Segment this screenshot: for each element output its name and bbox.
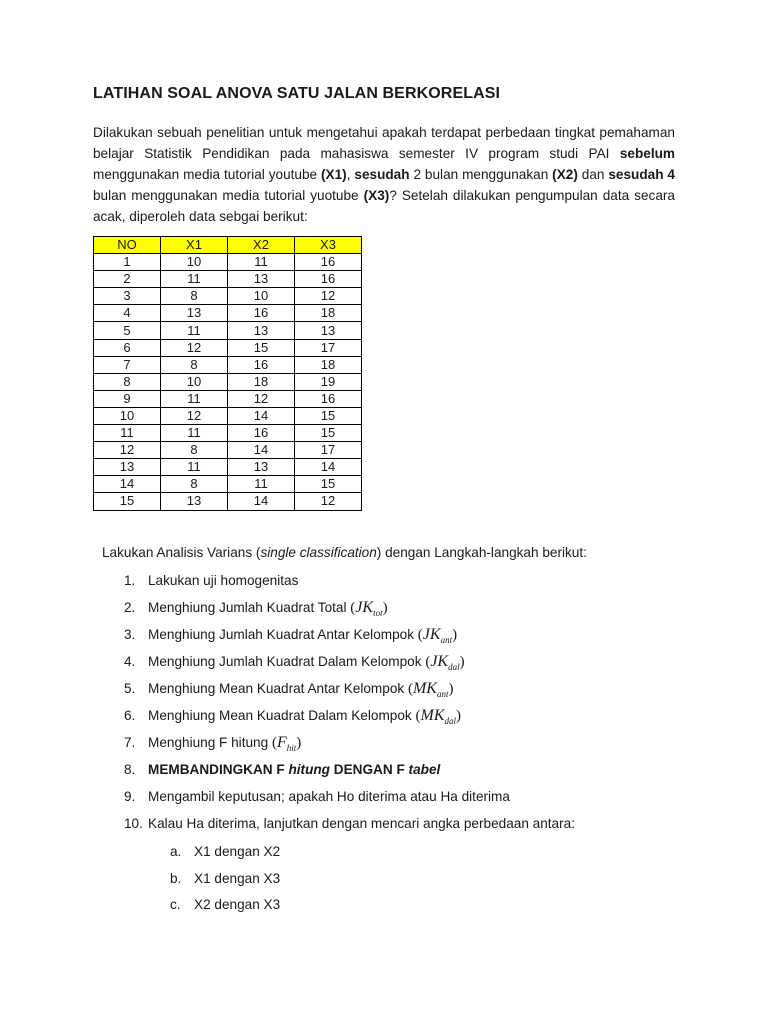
step-item <box>124 679 575 706</box>
table-cell: 15 <box>94 493 161 510</box>
formula-main: MK <box>412 680 437 697</box>
step-item <box>124 787 575 814</box>
table-cell: 14 <box>295 459 362 476</box>
table-cell: 16 <box>295 254 362 271</box>
step-body <box>148 733 301 760</box>
table-cell: 16 <box>295 390 362 407</box>
table-cell: 10 <box>161 373 228 390</box>
paren-close: ) <box>452 627 458 643</box>
formula-subscript: hit <box>286 743 297 754</box>
step-text: Menghiung F hitung <box>148 735 272 750</box>
step-item <box>124 814 575 841</box>
intro-bold: sesudah <box>354 167 410 182</box>
table-cell: 13 <box>228 459 295 476</box>
substeps-list <box>170 842 280 922</box>
table-cell: 18 <box>295 305 362 322</box>
step-body <box>148 706 461 733</box>
table-cell: 12 <box>161 339 228 356</box>
step-italic: tabel <box>408 762 441 777</box>
paren-open: ( <box>425 654 431 670</box>
lead-text: Lakukan Analisis Varians ( <box>102 545 261 560</box>
table-row <box>94 373 362 390</box>
table-cell: 8 <box>161 476 228 493</box>
substep-letter: b. <box>170 870 182 886</box>
step-item <box>124 571 575 598</box>
table-row <box>94 271 362 288</box>
step-body <box>148 679 453 706</box>
step-text: Mengambil keputusan; apakah Ho diterima atau Ha diterima <box>148 789 510 804</box>
table-cell: 8 <box>94 373 161 390</box>
substep-text: X1 dengan X2 <box>194 844 281 859</box>
intro-text: bulan menggunakan media tutorial yuotube <box>93 188 364 203</box>
step-text: Lakukan uji homogenitas <box>148 573 299 588</box>
formula-subscript: tot <box>373 608 383 619</box>
table-cell: 18 <box>228 373 295 390</box>
step-number: 1. <box>124 573 136 588</box>
table-cell: 8 <box>161 442 228 459</box>
step-body <box>148 625 457 652</box>
intro-text: , <box>346 167 355 182</box>
step-item <box>124 652 575 679</box>
table-cell: 3 <box>94 288 161 305</box>
table-row <box>94 305 362 322</box>
paren-close: ) <box>459 654 465 670</box>
step-item <box>124 733 575 760</box>
step-number: 9. <box>124 789 136 804</box>
table-cell: 14 <box>228 442 295 459</box>
table-row <box>94 476 362 493</box>
table-cell: 8 <box>161 288 228 305</box>
step-text: Menghiung Mean Kuadrat Dalam Kelompok <box>148 708 416 723</box>
step-text: Menghiung Jumlah Kuadrat Total <box>148 600 351 615</box>
table-row <box>94 288 362 305</box>
substep-letter: a. <box>170 844 182 859</box>
table-cell: 10 <box>228 288 295 305</box>
table-cell: 13 <box>161 493 228 510</box>
formula-main: F <box>276 734 287 751</box>
table-row <box>94 322 362 339</box>
step-item <box>124 760 575 787</box>
table-cell: 11 <box>94 425 161 442</box>
intro-text: menggunakan media tutorial youtube <box>93 167 322 182</box>
table-cell: 16 <box>295 271 362 288</box>
intro-text: dan <box>577 167 609 182</box>
step-text: DENGAN F <box>330 762 409 777</box>
column-header-no: NO <box>94 237 161 254</box>
step-number: 7. <box>124 735 136 750</box>
table-cell: 4 <box>94 305 161 322</box>
table-cell: 17 <box>295 339 362 356</box>
table-row <box>94 356 362 373</box>
table-cell: 11 <box>161 459 228 476</box>
lead-italic: single classification <box>260 545 377 560</box>
formula-subscript: dal <box>444 716 457 727</box>
table-cell: 13 <box>161 305 228 322</box>
step-text: Menghiung Mean Kuadrat Antar Kelompok <box>148 681 408 696</box>
table-row <box>94 425 362 442</box>
step-text: Kalau Ha diterima, lanjutkan dengan mencari angka perbedaan antara: <box>148 816 575 831</box>
substep-text: X1 dengan X3 <box>194 870 281 886</box>
paren-open: ( <box>350 600 356 616</box>
table-cell: 14 <box>228 493 295 510</box>
table-cell: 11 <box>161 390 228 407</box>
table-cell: 11 <box>161 271 228 288</box>
table-cell: 12 <box>228 390 295 407</box>
table-cell: 5 <box>94 322 161 339</box>
table-body <box>94 254 362 510</box>
table-cell: 16 <box>228 305 295 322</box>
column-header-x3: X3 <box>295 237 362 254</box>
step-item <box>124 706 575 733</box>
paren-close: ) <box>448 681 454 697</box>
formula-main: MK <box>420 707 445 724</box>
table-cell: 7 <box>94 356 161 373</box>
step-number: 10. <box>124 816 143 831</box>
step-number: 8. <box>124 762 136 777</box>
step-number: 3. <box>124 627 136 642</box>
data-table <box>93 236 362 511</box>
paren-open: ( <box>417 627 423 643</box>
table-cell: 13 <box>228 271 295 288</box>
step-number: 5. <box>124 681 136 696</box>
paren-close: ) <box>382 600 388 616</box>
intro-bold: sebelum <box>619 146 675 161</box>
table-cell: 15 <box>228 339 295 356</box>
table-cell: 19 <box>295 373 362 390</box>
table-cell: 14 <box>228 407 295 424</box>
intro-paragraph <box>93 122 675 227</box>
table-cell: 13 <box>295 322 362 339</box>
paren-close: ) <box>296 735 302 751</box>
page-title: LATIHAN SOAL ANOVA SATU JALAN BERKORELASI <box>93 85 501 102</box>
step-italic: hitung <box>288 762 330 777</box>
formula-symbol <box>420 707 457 727</box>
formula-symbol <box>430 653 460 673</box>
step-bold-text <box>148 762 440 777</box>
substep-item <box>170 895 280 922</box>
table-row <box>94 442 362 459</box>
paren-open: ( <box>407 681 413 697</box>
table-cell: 11 <box>161 322 228 339</box>
table-cell: 11 <box>161 425 228 442</box>
formula-subscript: dal <box>448 662 460 673</box>
table-cell: 10 <box>161 254 228 271</box>
table-cell: 11 <box>228 254 295 271</box>
instruction-lead <box>102 545 587 560</box>
step-text: Menghiung Jumlah Kuadrat Dalam Kelompok <box>148 654 426 669</box>
step-body <box>148 814 575 841</box>
step-text: Menghiung Jumlah Kuadrat Antar Kelompok <box>148 627 418 642</box>
table-cell: 16 <box>228 356 295 373</box>
table-header-row <box>94 237 362 254</box>
table-cell: 10 <box>94 407 161 424</box>
table-cell: 13 <box>228 322 295 339</box>
table-row <box>94 459 362 476</box>
steps-list <box>124 571 575 841</box>
formula-main: JK <box>430 653 449 670</box>
substep-item <box>170 842 280 869</box>
table-row <box>94 407 362 424</box>
substep-letter: c. <box>170 897 181 912</box>
step-item <box>124 625 575 652</box>
table-row <box>94 493 362 510</box>
formula-symbol <box>412 680 449 700</box>
step-body <box>148 787 510 814</box>
table-cell: 12 <box>94 442 161 459</box>
table-cell: 14 <box>94 476 161 493</box>
formula-symbol <box>355 599 383 619</box>
formula-subscript: ant <box>436 689 449 700</box>
table-cell: 1 <box>94 254 161 271</box>
table-row <box>94 254 362 271</box>
step-body <box>148 760 440 787</box>
step-body <box>148 652 465 679</box>
table-cell: 9 <box>94 390 161 407</box>
table-cell: 15 <box>295 425 362 442</box>
step-number: 6. <box>124 708 136 723</box>
formula-subscript: ant <box>440 635 453 646</box>
formula-main: JK <box>422 626 441 643</box>
paren-open: ( <box>271 735 277 751</box>
table-cell: 12 <box>295 493 362 510</box>
table-row <box>94 390 362 407</box>
table-cell: 15 <box>295 407 362 424</box>
formula-symbol <box>422 626 453 646</box>
table-cell: 17 <box>295 442 362 459</box>
step-body <box>148 571 298 598</box>
table-cell: 15 <box>295 476 362 493</box>
column-header-x1: X1 <box>161 237 228 254</box>
table-cell: 16 <box>228 425 295 442</box>
table-cell: 6 <box>94 339 161 356</box>
table-cell: 12 <box>295 288 362 305</box>
intro-bold: sesudah 4 <box>608 167 675 182</box>
table-cell: 12 <box>161 407 228 424</box>
intro-bold: (X3) <box>363 188 390 203</box>
formula-main: JK <box>355 599 374 616</box>
intro-bold: (X1) <box>321 167 347 182</box>
step-text: MEMBANDINGKAN F <box>148 762 289 777</box>
intro-text: Dilakukan sebuah penelitian untuk mengetahui apakah terdapat perbedaan tingkat pemahaman belajar Statistik Pendidikan pada mahasiswa semester IV program studi PAI <box>93 125 675 161</box>
intro-text: 2 bulan menggunakan <box>409 167 553 182</box>
substep-text: X2 dengan X3 <box>194 897 281 912</box>
column-header-x2: X2 <box>228 237 295 254</box>
step-item <box>124 598 575 625</box>
table-cell: 13 <box>94 459 161 476</box>
lead-text: ) dengan Langkah-langkah berikut: <box>376 545 587 560</box>
table-cell: 18 <box>295 356 362 373</box>
formula-symbol <box>276 734 297 754</box>
step-number: 2. <box>124 600 136 615</box>
paren-open: ( <box>415 708 421 724</box>
step-number: 4. <box>124 654 136 669</box>
intro-text: ? Setelah dilakukan pengumpulan data secara acak, diperoleh data sebgai berikut: <box>93 188 675 224</box>
table-cell: 8 <box>161 356 228 373</box>
table-cell: 11 <box>228 476 295 493</box>
paren-close: ) <box>456 708 462 724</box>
intro-bold: (X2) <box>552 167 578 182</box>
table-cell: 2 <box>94 271 161 288</box>
substep-item <box>170 869 280 896</box>
step-body <box>148 598 388 625</box>
table-row <box>94 339 362 356</box>
